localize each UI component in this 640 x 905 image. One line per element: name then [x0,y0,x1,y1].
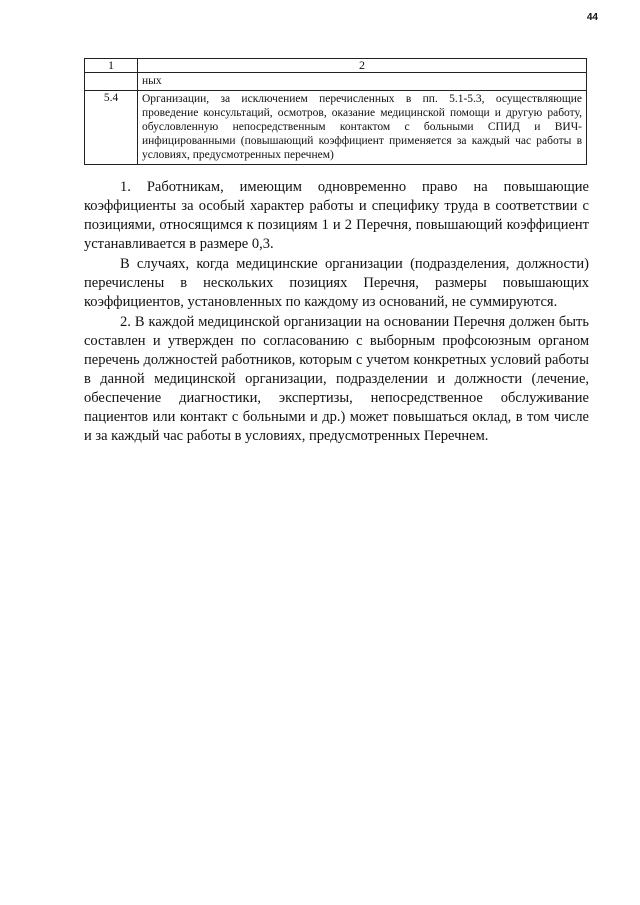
table-row-number: 5.4 [85,91,138,165]
paragraph-2: В случаях, когда медицинские организации (подразделения, должности) перечислены в нескольких позициях Перечня, размеры повышающих коэффициентов, установленных по каждому из оснований, не суммируются. [84,256,589,310]
table-row-number [85,73,138,91]
table-row [85,91,587,165]
table-header-col1: 1 [85,59,138,73]
table-row [85,73,587,91]
paragraph-1: 1. Работникам, имеющим одновременно право на повышающие коэффициенты за особый характер работы и специфику труда в соответствии с позициями, относящимся к позициям 1 и 2 Перечня, повышающий коэффициент устанавливается в размере 0,3. [84,179,589,252]
paragraph-3: 2. В каждой медицинской организации на основании Перечня должен быть составлен и утвержден по согласованию с выборным профсоюзным органом перечень должностей работников, которым с учетом конкретных условий работы в данной медицинской организации, подразделении и должности (лечение, обеспечение диагностики, экспертизы, непосредственное обслуживание пациентов или контакт с больными и др.) может повышаться оклад, в том числе и за каждый час работы в условиях, предусмотренных Перечнем. [84,314,589,444]
body-text [84,178,589,447]
page-number: 44 [586,12,598,23]
table-row-text: ных [138,73,587,91]
table-header-col2: 2 [138,59,587,73]
positions-table [84,58,587,165]
table-header-row [85,59,587,73]
table-row-text: Организации, за исключением перечисленных в пп. 5.1-5.3, осуществляющие проведение консультаций, осмотров, оказание медицинской помощи и другую работу, обусловленную непосредственным контактом с больными СПИД и ВИЧ-инфицированными (повышающий коэффициент применяется за каждый час работы в условиях, предусмотренных перечнем) [138,91,587,165]
